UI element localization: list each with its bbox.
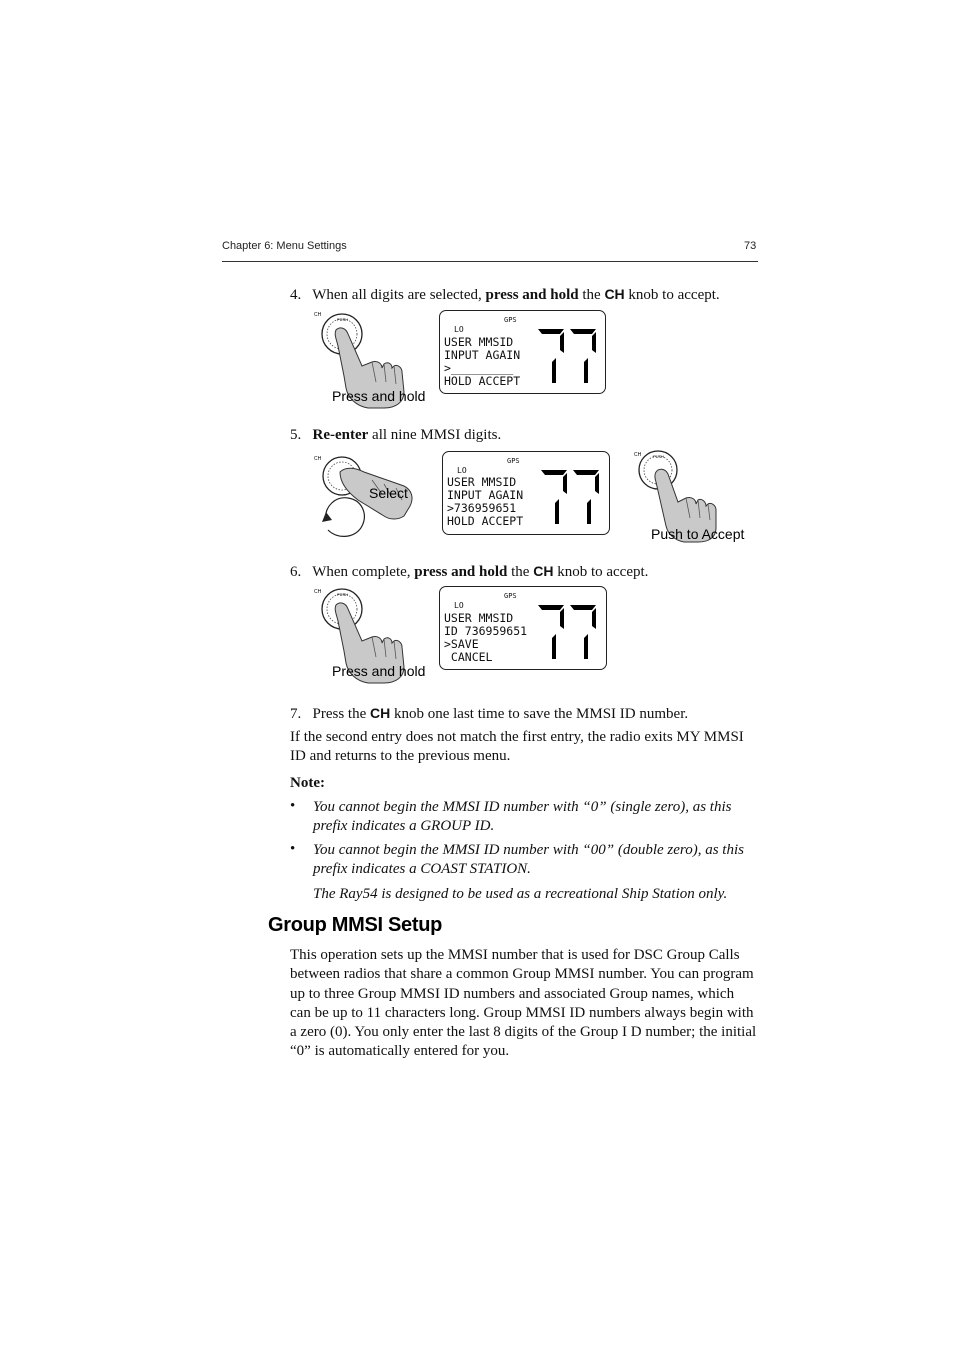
mismatch-paragraph: If the second entry does not match the first entry, the radio exits MY MMSI ID and returns to the previous menu. [290, 729, 744, 765]
note-bullet-2: You cannot begin the MMSI ID number with “00” (double zero), as this prefix indicates a COAST STATION. [313, 842, 744, 878]
svg-text:CH: CH [314, 312, 322, 318]
note-bullet-1: You cannot begin the MMSI ID number with “0” (single zero), as this prefix indicates a GROUP ID. [313, 799, 732, 835]
lcd-line-4: HOLD ACCEPT [444, 374, 521, 388]
bullet-2-marker: • [290, 841, 296, 857]
lcd-line-4: HOLD ACCEPT [447, 514, 524, 528]
lcd-display-1 [439, 310, 606, 394]
lo-indicator: LO [457, 466, 467, 475]
step-5: 5. Re-enter all nine MMSI digits. [290, 427, 502, 443]
bullet-1-marker: • [290, 798, 296, 814]
header-rule [222, 261, 758, 262]
press-and-hold-label-3: Press and hold [332, 663, 426, 679]
lcd-line-3: >736959651 [447, 501, 517, 515]
svg-text:PUSH: PUSH [653, 454, 665, 459]
lcd-display-2 [442, 451, 610, 535]
lo-indicator: LO [454, 601, 464, 610]
lcd-line-2: INPUT AGAIN [444, 348, 521, 362]
svg-text:CH: CH [634, 452, 642, 458]
step-7: 7. Press the CH knob one last time to save the MMSI ID number. [290, 705, 689, 722]
lcd-line-3: >_________ [444, 361, 514, 375]
lcd-line-2: INPUT AGAIN [447, 488, 524, 502]
step-4: 4. When all digits are selected, press and hold the CH knob to accept. [290, 286, 720, 303]
channel-number [536, 327, 602, 387]
lo-indicator: LO [454, 325, 464, 334]
svg-text:CH: CH [314, 589, 322, 595]
section-heading: Group MMSI Setup [268, 914, 443, 936]
press-and-hold-label-1: Press and hold [332, 388, 426, 404]
lcd-display-3 [439, 586, 607, 670]
gps-indicator: GPS [507, 457, 520, 465]
section-body: This operation sets up the MMSI number that is used for DSC Group Calls between radios that share a common Group MMSI number. You can program up to three Group MMSI ID numbers and associated Group names, which can be up to 11 characters long. Group MMSI ID numbers always begin with a zero (0). You only enter the last 8 digits of the Group I D number; the initial “0” is automatically entered for you. [290, 947, 757, 1060]
channel-number [539, 468, 605, 528]
svg-text:PUSH: PUSH [337, 592, 349, 597]
page-number: 73 [744, 240, 757, 252]
lcd-line-2: ID 736959651 [444, 624, 528, 638]
svg-text:CH: CH [314, 456, 322, 462]
push-to-accept-label: Push to Accept [651, 526, 745, 542]
lcd-line-1: USER MMSID [444, 335, 514, 349]
lcd-line-4: CANCEL [444, 650, 493, 664]
lcd-line-1: USER MMSID [444, 611, 514, 625]
lcd-line-1: USER MMSID [447, 475, 517, 489]
svg-text:PUSH: PUSH [337, 317, 349, 322]
step-6: 6. When complete, press and hold the CH knob to accept. [290, 563, 649, 580]
select-label: Select [369, 485, 408, 501]
note-extra: The Ray54 is designed to be used as a recreational Ship Station only. [313, 886, 728, 902]
channel-number [536, 603, 602, 663]
running-header: Chapter 6: Menu Settings [222, 240, 347, 252]
note-title: Note: [290, 775, 325, 791]
lcd-line-3: >SAVE [444, 637, 479, 651]
gps-indicator: GPS [504, 316, 517, 324]
gps-indicator: GPS [504, 592, 517, 600]
